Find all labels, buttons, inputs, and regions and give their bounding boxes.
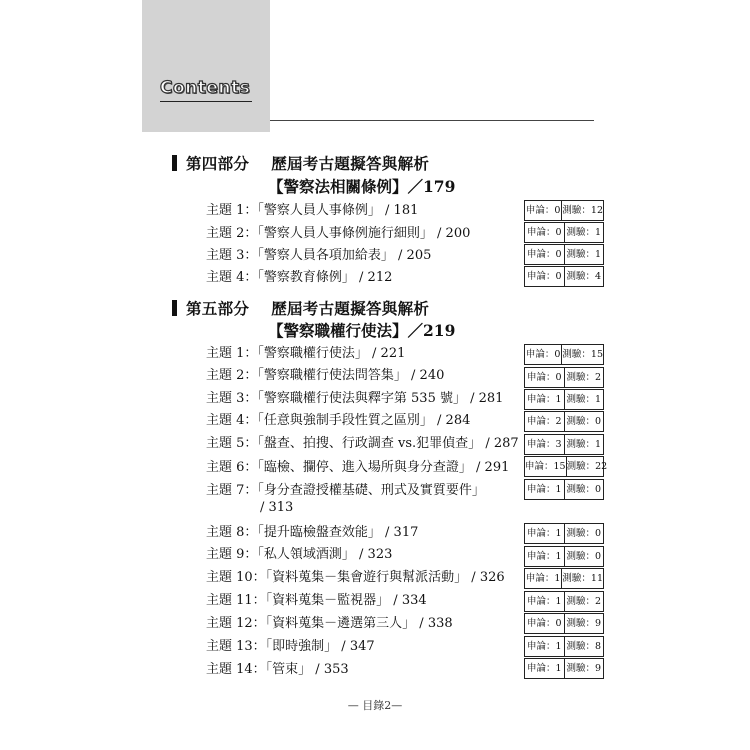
essay-count: 申論：2: [526, 416, 562, 427]
toc-entry[interactable]: 主題 4：「任意與強制手段性質之區別」 / 284: [206, 413, 471, 428]
stat-box: [524, 456, 608, 477]
part-5-subtitle: 【警察職權行使法】: [268, 321, 408, 340]
part-4-heading: [172, 152, 429, 174]
quiz-count: 測驗：2: [564, 592, 604, 611]
toc-entry[interactable]: 主題 3：「警察職權行使法與釋字第 535 號」 / 281: [206, 391, 504, 406]
contents-title: Contents: [160, 78, 251, 98]
stat-box: [524, 658, 604, 679]
stat-box: [524, 367, 604, 388]
quiz-count: 測驗：9: [564, 614, 604, 633]
stat-box: [524, 411, 604, 432]
stat-box: [524, 200, 604, 221]
part-4-page: ／179: [407, 177, 456, 196]
quiz-count: 測驗：1: [564, 223, 604, 242]
header-rule: [270, 120, 594, 121]
stat-box: [524, 613, 604, 634]
toc-entry[interactable]: 主題 2：「警察人員人事條例施行細則」 / 200: [206, 226, 471, 241]
stat-box: [524, 568, 604, 589]
quiz-count: 測驗：11: [561, 569, 603, 588]
part-5-subtitle-line: [268, 319, 455, 341]
part-4-label: 第四部分: [186, 154, 250, 173]
quiz-count: 測驗：9: [564, 659, 604, 678]
quiz-count: 測驗：0: [564, 480, 604, 499]
quiz-count: 測驗：4: [564, 267, 604, 286]
part-4-subtitle-line: [268, 175, 455, 197]
part-4-title: 歷屆考古題擬答與解析: [271, 154, 430, 173]
essay-count: 申論：0: [526, 618, 562, 629]
essay-count: 申論：15: [525, 461, 566, 472]
part-5-label: 第五部分: [186, 299, 250, 318]
part-5-marker: [172, 300, 177, 316]
essay-count: 申論：0: [526, 372, 562, 383]
quiz-count: 測驗：12: [561, 201, 603, 220]
essay-count: 申論：3: [526, 439, 562, 450]
toc-entry[interactable]: 主題 1：「警察職權行使法」 / 221: [206, 346, 406, 361]
toc-entry[interactable]: 主題 3：「警察人員各項加給表」 / 205: [206, 248, 432, 263]
stat-box: [524, 266, 604, 287]
stat-box: [524, 591, 604, 612]
stat-box: [524, 222, 604, 243]
toc-entry[interactable]: 主題 6：「臨檢、攔停、進入場所與身分查證」 / 291: [206, 460, 510, 475]
essay-count: 申論：1: [525, 573, 561, 584]
quiz-count: 測驗：1: [564, 390, 604, 409]
toc-entry[interactable]: 主題 12：「資料蒐集－遴選第三人」 / 338: [206, 616, 453, 631]
stat-box: [524, 344, 604, 365]
toc-entry[interactable]: 主題 10：「資料蒐集－集會遊行與幫派活動」 / 326: [206, 570, 505, 585]
toc-entry-continuation: / 313: [260, 500, 294, 515]
part-4-subtitle: 【警察法相關條例】: [268, 177, 408, 196]
quiz-count: 測驗：0: [564, 524, 604, 543]
stat-box: [524, 389, 604, 410]
essay-count: 申論：0: [526, 227, 562, 238]
essay-count: 申論：1: [526, 484, 562, 495]
part-4-marker: [172, 155, 177, 171]
toc-entry[interactable]: 主題 14：「管束」 / 353: [206, 662, 349, 677]
toc-entry[interactable]: 主題 11：「資料蒐集－監視器」 / 334: [206, 593, 427, 608]
essay-count: 申論：0: [526, 249, 562, 260]
stat-box: [524, 479, 604, 500]
header-box: [142, 0, 270, 132]
toc-entry[interactable]: 主題 7：「身分查證授權基礎、刑式及實質要件」: [206, 483, 485, 498]
toc-entry[interactable]: 主題 1：「警察人員人事條例」 / 181: [206, 203, 419, 218]
essay-count: 申論：1: [526, 551, 562, 562]
essay-count: 申論：1: [526, 641, 562, 652]
quiz-count: 測驗：15: [561, 345, 603, 364]
toc-entry[interactable]: 主題 5：「盤查、拍搜、行政調查 vs.犯罪偵查」 / 287: [206, 436, 519, 451]
part-5-heading: [172, 297, 429, 319]
quiz-count: 測驗：1: [564, 435, 604, 454]
essay-count: 申論：0: [526, 271, 562, 282]
essay-count: 申論：1: [526, 663, 562, 674]
essay-count: 申論：1: [526, 528, 562, 539]
part-5-page: ／219: [407, 321, 456, 340]
essay-count: 申論：0: [525, 349, 561, 360]
toc-entry[interactable]: 主題 8：「提升臨檢盤查效能」 / 317: [206, 525, 419, 540]
toc-entry[interactable]: 主題 13：「即時強制」 / 347: [206, 639, 375, 654]
quiz-count: 測驗：8: [564, 637, 604, 656]
essay-count: 申論：1: [526, 596, 562, 607]
header-underline: [160, 101, 252, 102]
quiz-count: 測驗：1: [564, 245, 604, 264]
stat-box: [524, 434, 604, 455]
essay-count: 申論：0: [525, 205, 561, 216]
quiz-count: 測驗：22: [566, 457, 608, 476]
toc-entry[interactable]: 主題 9：「私人領域酒測」 / 323: [206, 547, 393, 562]
stat-box: [524, 636, 604, 657]
part-5-title: 歷屆考古題擬答與解析: [271, 299, 430, 318]
page-footer: — 目錄2—: [347, 699, 403, 712]
stat-box: [524, 244, 604, 265]
toc-entry[interactable]: 主題 4：「警察教育條例」 / 212: [206, 270, 393, 285]
toc-entry[interactable]: 主題 2：「警察職權行使法問答集」 / 240: [206, 368, 445, 383]
quiz-count: 測驗：0: [564, 547, 604, 566]
essay-count: 申論：1: [526, 394, 562, 405]
quiz-count: 測驗：2: [564, 368, 604, 387]
quiz-count: 測驗：0: [564, 412, 604, 431]
stat-box: [524, 523, 604, 544]
stat-box: [524, 546, 604, 567]
